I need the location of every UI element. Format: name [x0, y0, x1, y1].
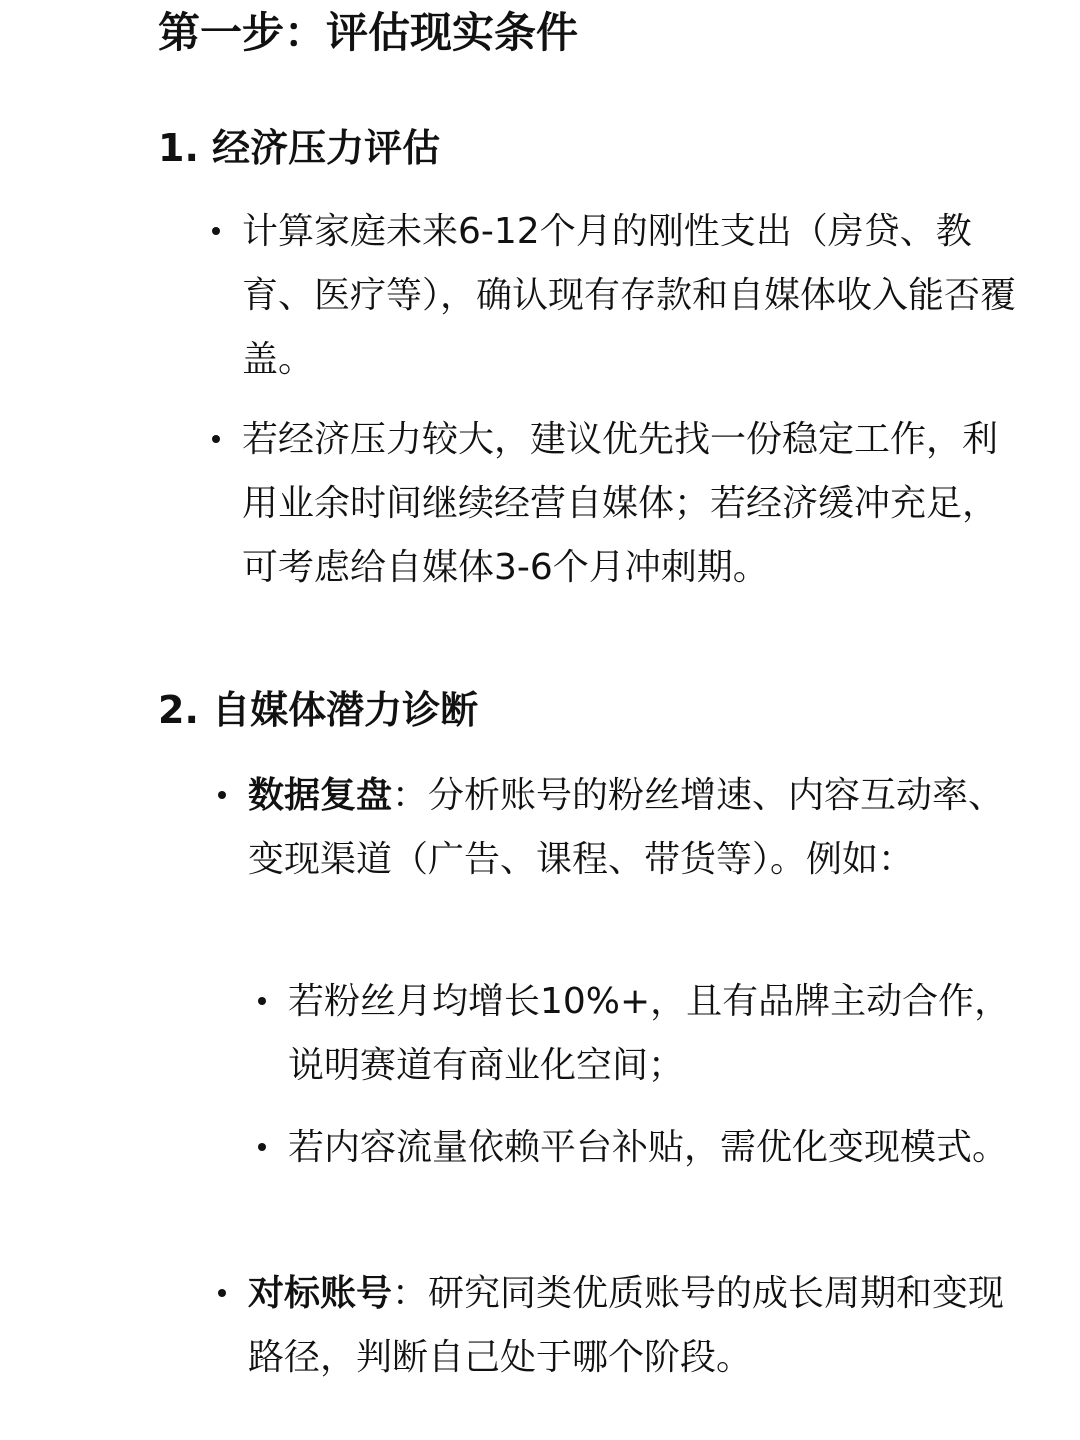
list-item-label: 数据复盘 [248, 775, 393, 816]
section-title-economic-pressure: 1. 经济压力评估 [158, 126, 441, 170]
page-heading: 第一步：评估现实条件 [158, 8, 579, 57]
section-title-media-potential: 2. 自媒体潜力诊断 [158, 688, 479, 732]
list-item [242, 408, 1032, 600]
list-item [248, 764, 1028, 892]
list-item-label: 对标账号 [248, 1273, 393, 1314]
list-item-text: ：分析账号的粉丝增速、内容互动率、变现渠道（广告、课程、带货等）。例如： [248, 775, 1005, 880]
sub-list-item-text: 若内容流量依赖平台补贴，需优化变现模式。 [288, 1127, 1009, 1168]
list-item-text: 计算家庭未来6-12个月的刚性支出（房贷、教育、医疗等），确认现有存款和自媒体收入能否覆盖。 [242, 211, 1017, 380]
list-item-text: ：研究同类优质账号的成长周期和变现路径，判断自己处于哪个阶段。 [248, 1273, 1005, 1378]
list-item-text: 若经济压力较大，建议优先找一份稳定工作，利用业余时间继续经营自媒体；若经济缓冲充足，可考虑给自媒体3-6个月冲刺期。 [242, 419, 999, 588]
sub-list-item [288, 970, 1028, 1098]
bullet-icon [218, 1289, 226, 1297]
bullet-icon [218, 791, 226, 799]
sub-list-item-text: 若粉丝月均增长10%+，且有品牌主动合作，说明赛道有商业化空间； [288, 981, 1011, 1086]
list-item [248, 1262, 1028, 1390]
bullet-icon [212, 435, 220, 443]
bullet-icon [258, 1143, 266, 1151]
bullet-icon [212, 227, 220, 235]
bullet-icon [258, 997, 266, 1005]
list-item [242, 200, 1032, 392]
sub-list-item [288, 1116, 1028, 1180]
